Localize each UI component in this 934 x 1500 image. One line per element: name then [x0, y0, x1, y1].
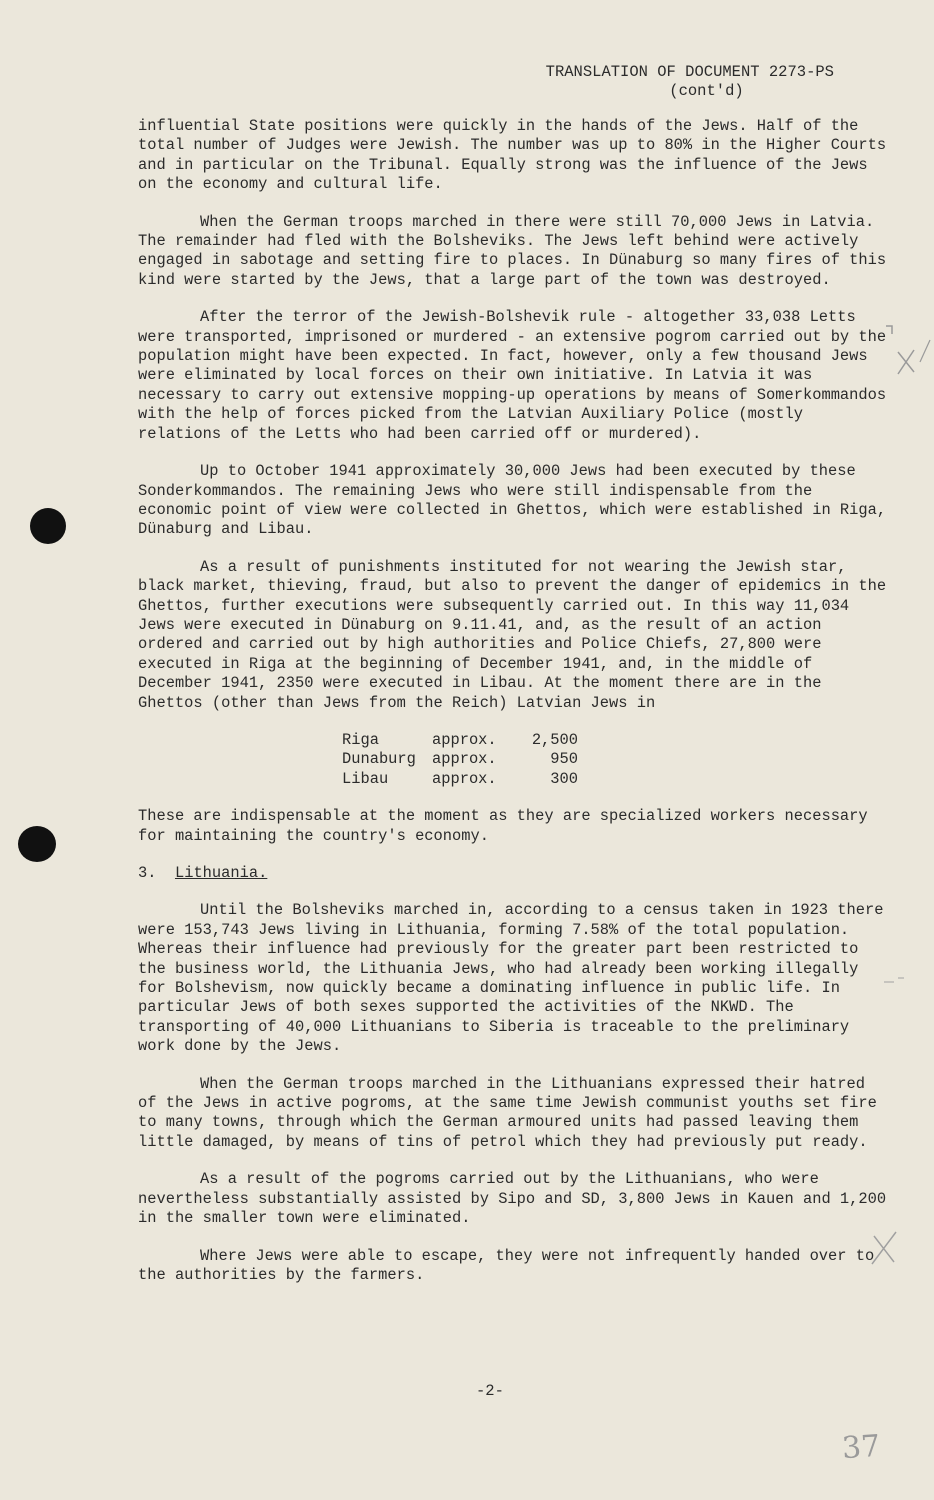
paragraph-9: As a result of the pogroms carried out by the Lithuanians, who were nevertheless substantially assisted by Sipo and SD, 3,800 Jews in Kauen and 1,200 in the smaller town were eliminated.: [138, 1170, 887, 1228]
table-cell-count: 2,500: [531, 730, 578, 749]
paragraph-8: When the German troops marched in the Lithuanians expressed their hatred of the Jews in active pogroms, at the same time Jewish communist youths set fire to many towns, through which the German armoured units had passed leaving them little damaged, by means of tins of petrol which they had previously put ready.: [138, 1074, 877, 1151]
table-cell-count: 950: [550, 750, 578, 769]
table-cell-city: Dunaburg: [342, 750, 416, 769]
document-body: [138, 117, 890, 1303]
table-cell-approx: approx.: [432, 769, 497, 788]
table-cell-city: Libau: [342, 769, 389, 788]
section-title: Lithuania.: [174, 864, 268, 882]
document-subtitle: (cont'd): [669, 82, 744, 100]
page-number: -2-: [476, 1382, 504, 1400]
document-title: TRANSLATION OF DOCUMENT 2273-PS: [545, 63, 834, 81]
paragraph-7: Until the Bolsheviks marched in, according to a census taken in 1923 there were 153,743 Jews living in Lithuania, forming 7.58% of the total population. Whereas their influence had previously for the greater part been restricted to the business world, the Lithuania Jews, who had already been working illegally for Bolshevism, now quickly became a dominating influence in public life. In particular Jews of both sexes supported the activities of the NKWD. The transporting of 40,000 Lithuanians to Siberia is traceable to the preliminary work done by the Jews.: [138, 901, 884, 1056]
paragraph-4: Up to October 1941 approximately 30,000 Jews had been executed by these Sonderkommandos. The remaining Jews who were still indispensable from the economic point of view were collected in Ghettos, which were established in Riga, Dünaburg and Libau.: [138, 462, 887, 539]
table-cell-approx: approx.: [432, 730, 497, 749]
table-cell-city: Riga: [342, 730, 379, 749]
punch-hole: [18, 826, 56, 862]
paragraph-2: When the German troops marched in there were still 70,000 Jews in Latvia. The remainder had fled with the Bolsheviks. The Jews left behind were actively engaged in sabotage and setting fire to places. In Dünaburg so many fires of this kind were started by the Jews, that a large part of the town was destroyed.: [138, 212, 887, 289]
pencil-check-mark: [880, 322, 932, 382]
table-cell-count: 300: [550, 769, 578, 788]
table-row: [342, 770, 890, 789]
document-header: [534, 63, 834, 101]
table-cell-approx: approx.: [432, 750, 497, 769]
paragraph-1: influential State positions were quickly in the hands of the Jews. Half of the total number of Judges were Jewish. The number was up to 80% in the Higher Courts and in particular on the Tribunal. Equally strong was the influence of the Jews on the economy and cultural life.: [138, 117, 887, 194]
punch-hole: [30, 508, 66, 544]
paragraph-10: Where Jews were able to escape, they were not infrequently handed over to the authorities by the farmers.: [138, 1246, 875, 1284]
section-heading: [138, 864, 890, 883]
pencil-tick: [880, 972, 910, 992]
paragraph-6: These are indispensable at the moment as they are specialized workers necessary for maintaining the country's economy.: [138, 807, 868, 845]
table-row: [342, 731, 890, 750]
paragraph-3: After the terror of the Jewish-Bolshevik rule - altogether 33,038 Letts were transported, imprisoned or murdered - an extensive pogrom carried out by the population might have been expected. In fact, however, only a few thousand Jews were eliminated by local forces on their own initiative. In Latvia it was necessary to carry out extensive mopping-up operations by means of Somerkommandos with the help of forces picked from the Latvian Auxiliary Police (mostly relations of the Letts who had been carried off or murdered).: [138, 308, 887, 443]
section-number: 3.: [138, 864, 157, 882]
pencil-x-mark: [866, 1222, 906, 1268]
paragraph-5: As a result of punishments instituted for not wearing the Jewish star, black market, thieving, fraud, but also to prevent the danger of epidemics in the Ghettos, further executions were subsequently carried out. In this way 11,034 Jews were executed in Dünaburg on 9.11.41, and, as the result of an action ordered and carried out by high authorities and Police Chiefs, 27,800 were executed in Riga at the beginning of December 1941, and, in the middle of December 1941, 2350 were executed in Libau. At the moment there are in the Ghettos (other than Jews from the Reich) Latvian Jews in: [138, 557, 887, 712]
ghetto-table: [342, 731, 890, 789]
handwritten-folio-number: 37: [840, 1428, 882, 1467]
table-row: [342, 750, 890, 769]
